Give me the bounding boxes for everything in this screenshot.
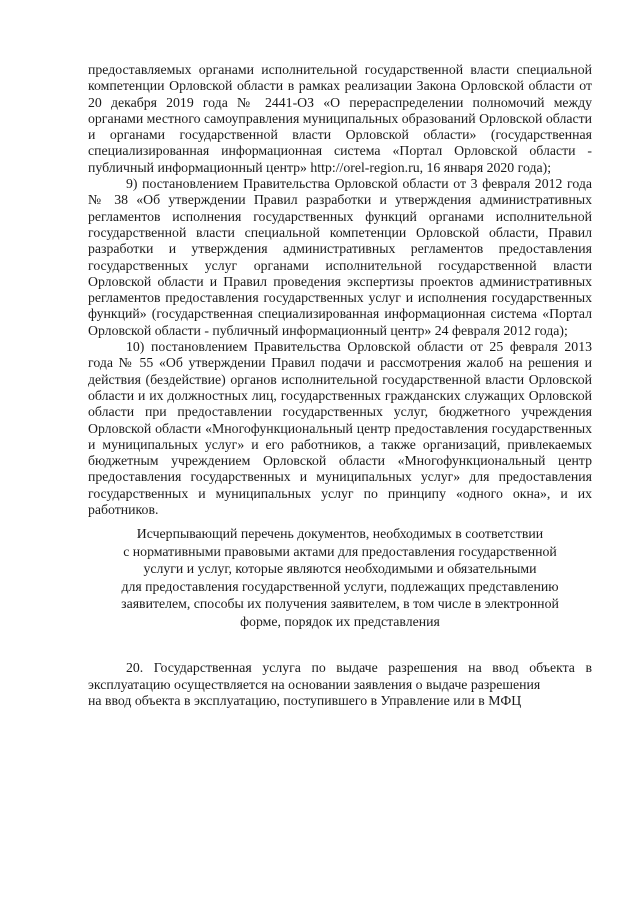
heading-line: заявителем, способы их получения заявителем, в том числе в электронной bbox=[121, 596, 559, 612]
heading-line: форме, порядок их представления bbox=[240, 613, 440, 629]
paragraph-item-10: 10) постановлением Правительства Орловской области от 25 февраля 2013 года № 55 «Об утверждении Правил подачи и рассмотрения жалоб на решения и действия (бездействие) органов исполнительной государственной власти Орловской области и их должностных лиц, государственных гражданских служащих Орловской области при предоставлении государственных услуг, бюджетного учреждения Орловской области «Многофункциональный центр предоставления государственных и муниципальных услуг» и его работников, а также организаций, привлекаемых бюджетным учреждением Орловской области «Многофункциональный центр предоставления государственных и муниципальных услуг» для предоставления государственных и муниципальных услуг по принципу «одного окна», и их работников. bbox=[88, 339, 592, 518]
paragraph-item-9: 9) постановлением Правительства Орловской области от 3 февраля 2012 года № 38 «Об утверждении Правил разработки и утверждения административных регламентов исполнения государственных функций органами исполнительной государственной власти специальной компетенции Орловской области, Правил разработки и утверждения административных регламентов предоставления государственных услуг органами исполнительной государственной власти Орловской области и Правил проведения экспертизы проектов административных регламентов предоставления государственных услуг и исполнения государственных функций» (государственная специализированная информационная система «Портал Орловской области - публичный информационный центр» 24 февраля 2012 года); bbox=[88, 176, 592, 338]
heading-line: с нормативными правовыми актами для предоставления государственной bbox=[123, 543, 557, 559]
section-heading bbox=[88, 525, 592, 630]
document-page bbox=[88, 62, 592, 709]
spacer bbox=[88, 630, 592, 660]
paragraph-continuation: предоставляемых органами исполнительной государственной власти специальной компетенции Орловской области в рамках реализации Закона Орловской области от 20 декабря 2019 года № 2441-ОЗ «О перераспределении полномочий между органами местного самоуправления муниципальных образований Орловской области и органами государственной власти Орловской области» (государственная специализированная информационная система «Портал Орловской области - публичный информационный центр» http://orel-region.ru, 16 января 2020 года); bbox=[88, 62, 592, 175]
paragraph-item-20: 20. Государственная услуга по выдаче разрешения на ввод объекта в эксплуатацию осуществляется на основании заявления о выдаче разрешения bbox=[88, 660, 592, 692]
heading-line: Исчерпывающий перечень документов, необходимых в соответствии bbox=[136, 526, 544, 542]
heading-line: для предоставления государственной услуги, подлежащих представлению bbox=[121, 578, 559, 594]
paragraph-item-20-continuation: на ввод объекта в эксплуатацию, поступившего в Управление или в МФЦ bbox=[88, 692, 522, 708]
heading-line: услуги и услуг, которые являются необходимыми и обязательными bbox=[143, 561, 537, 577]
